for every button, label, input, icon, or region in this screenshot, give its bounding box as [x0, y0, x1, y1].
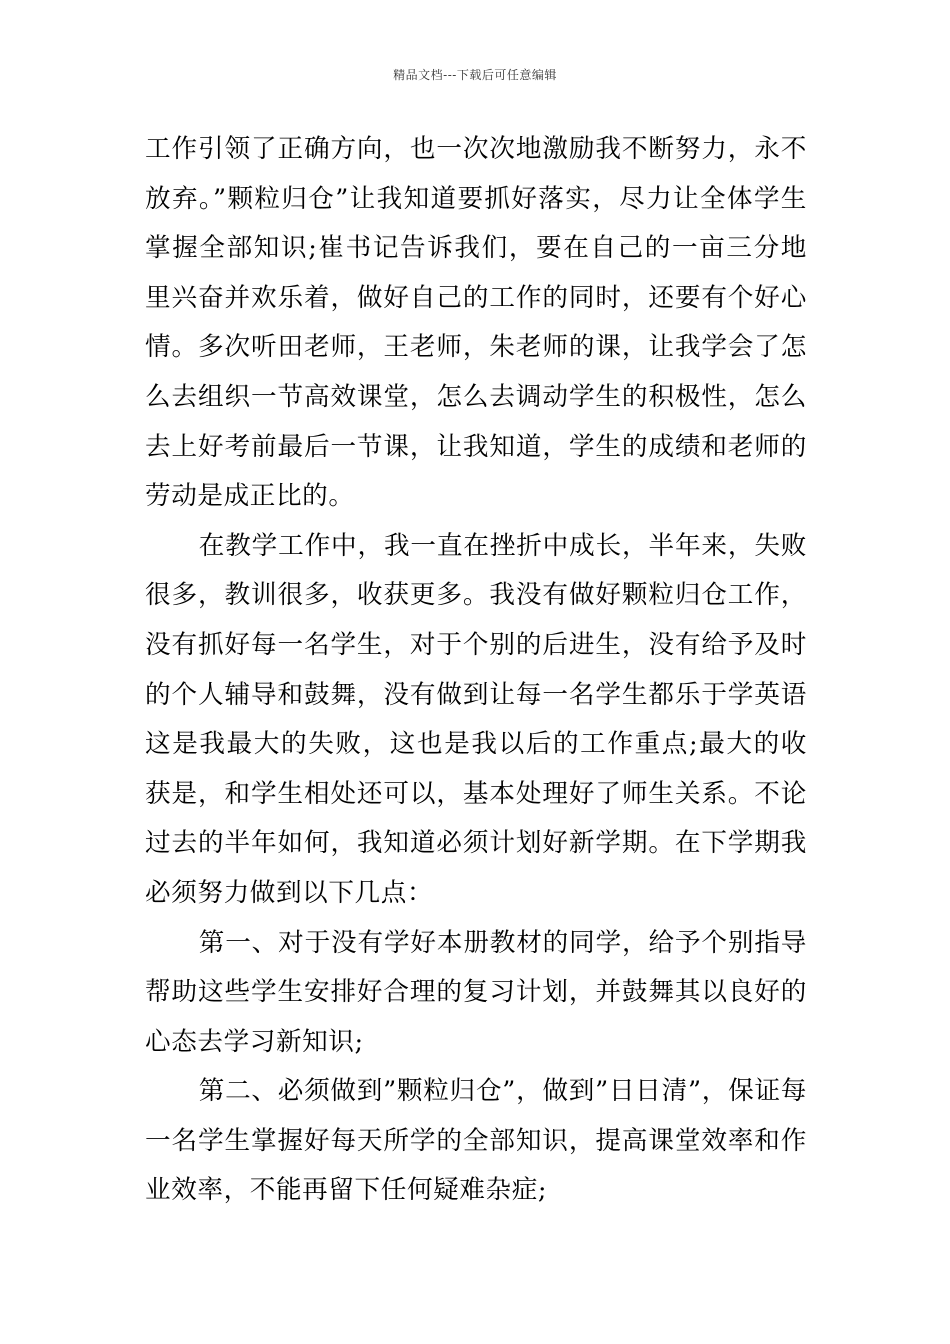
page-header: 精品文档---下载后可任意编辑	[393, 68, 557, 82]
paragraph-3: 第一、对于没有学好本册教材的同学，给予个别指导帮助这些学生安排好合理的复习计划，并鼓舞其以良好的心态去学习新知识;	[145, 927, 807, 1057]
paragraph-2: 在教学工作中，我一直在挫折中成长，半年来，失败很多，教训很多，收获更多。我没有做好颗粒归仓工作，没有抓好每一名学生，对于个别的后进生，没有给予及时的个人辅导和鼓舞，没有做到让每一名学生都乐于学英语这是我最大的失败，这也是我以后的工作重点;最大的收获是，和学生相处还可以，基本处理好了师生关系。不论过去的半年如何，我知道必须计划好新学期。在下学期我必须努力做到以下几点：	[145, 530, 807, 908]
paragraph-1: 工作引领了正确方向，也一次次地激励我不断努力，永不放弃。”颗粒归仓”让我知道要抓好落实，尽力让全体学生掌握全部知识;崔书记告诉我们，要在自己的一亩三分地里兴奋并欢乐着，做好自己的工作的同时，还要有个好心情。多次听田老师，王老师，朱老师的课，让我学会了怎么去组织一节高效课堂，怎么去调动学生的积极性，怎么去上好考前最后一节课，让我知道，学生的成绩和老师的劳动是成正比的。	[145, 134, 807, 512]
paragraph-4: 第二、必须做到”颗粒归仓”，做到”日日清”，保证每一名学生掌握好每天所学的全部知识，提高课堂效率和作业效率，不能再留下任何疑难杂症;	[145, 1076, 807, 1206]
document-body	[145, 125, 807, 1216]
